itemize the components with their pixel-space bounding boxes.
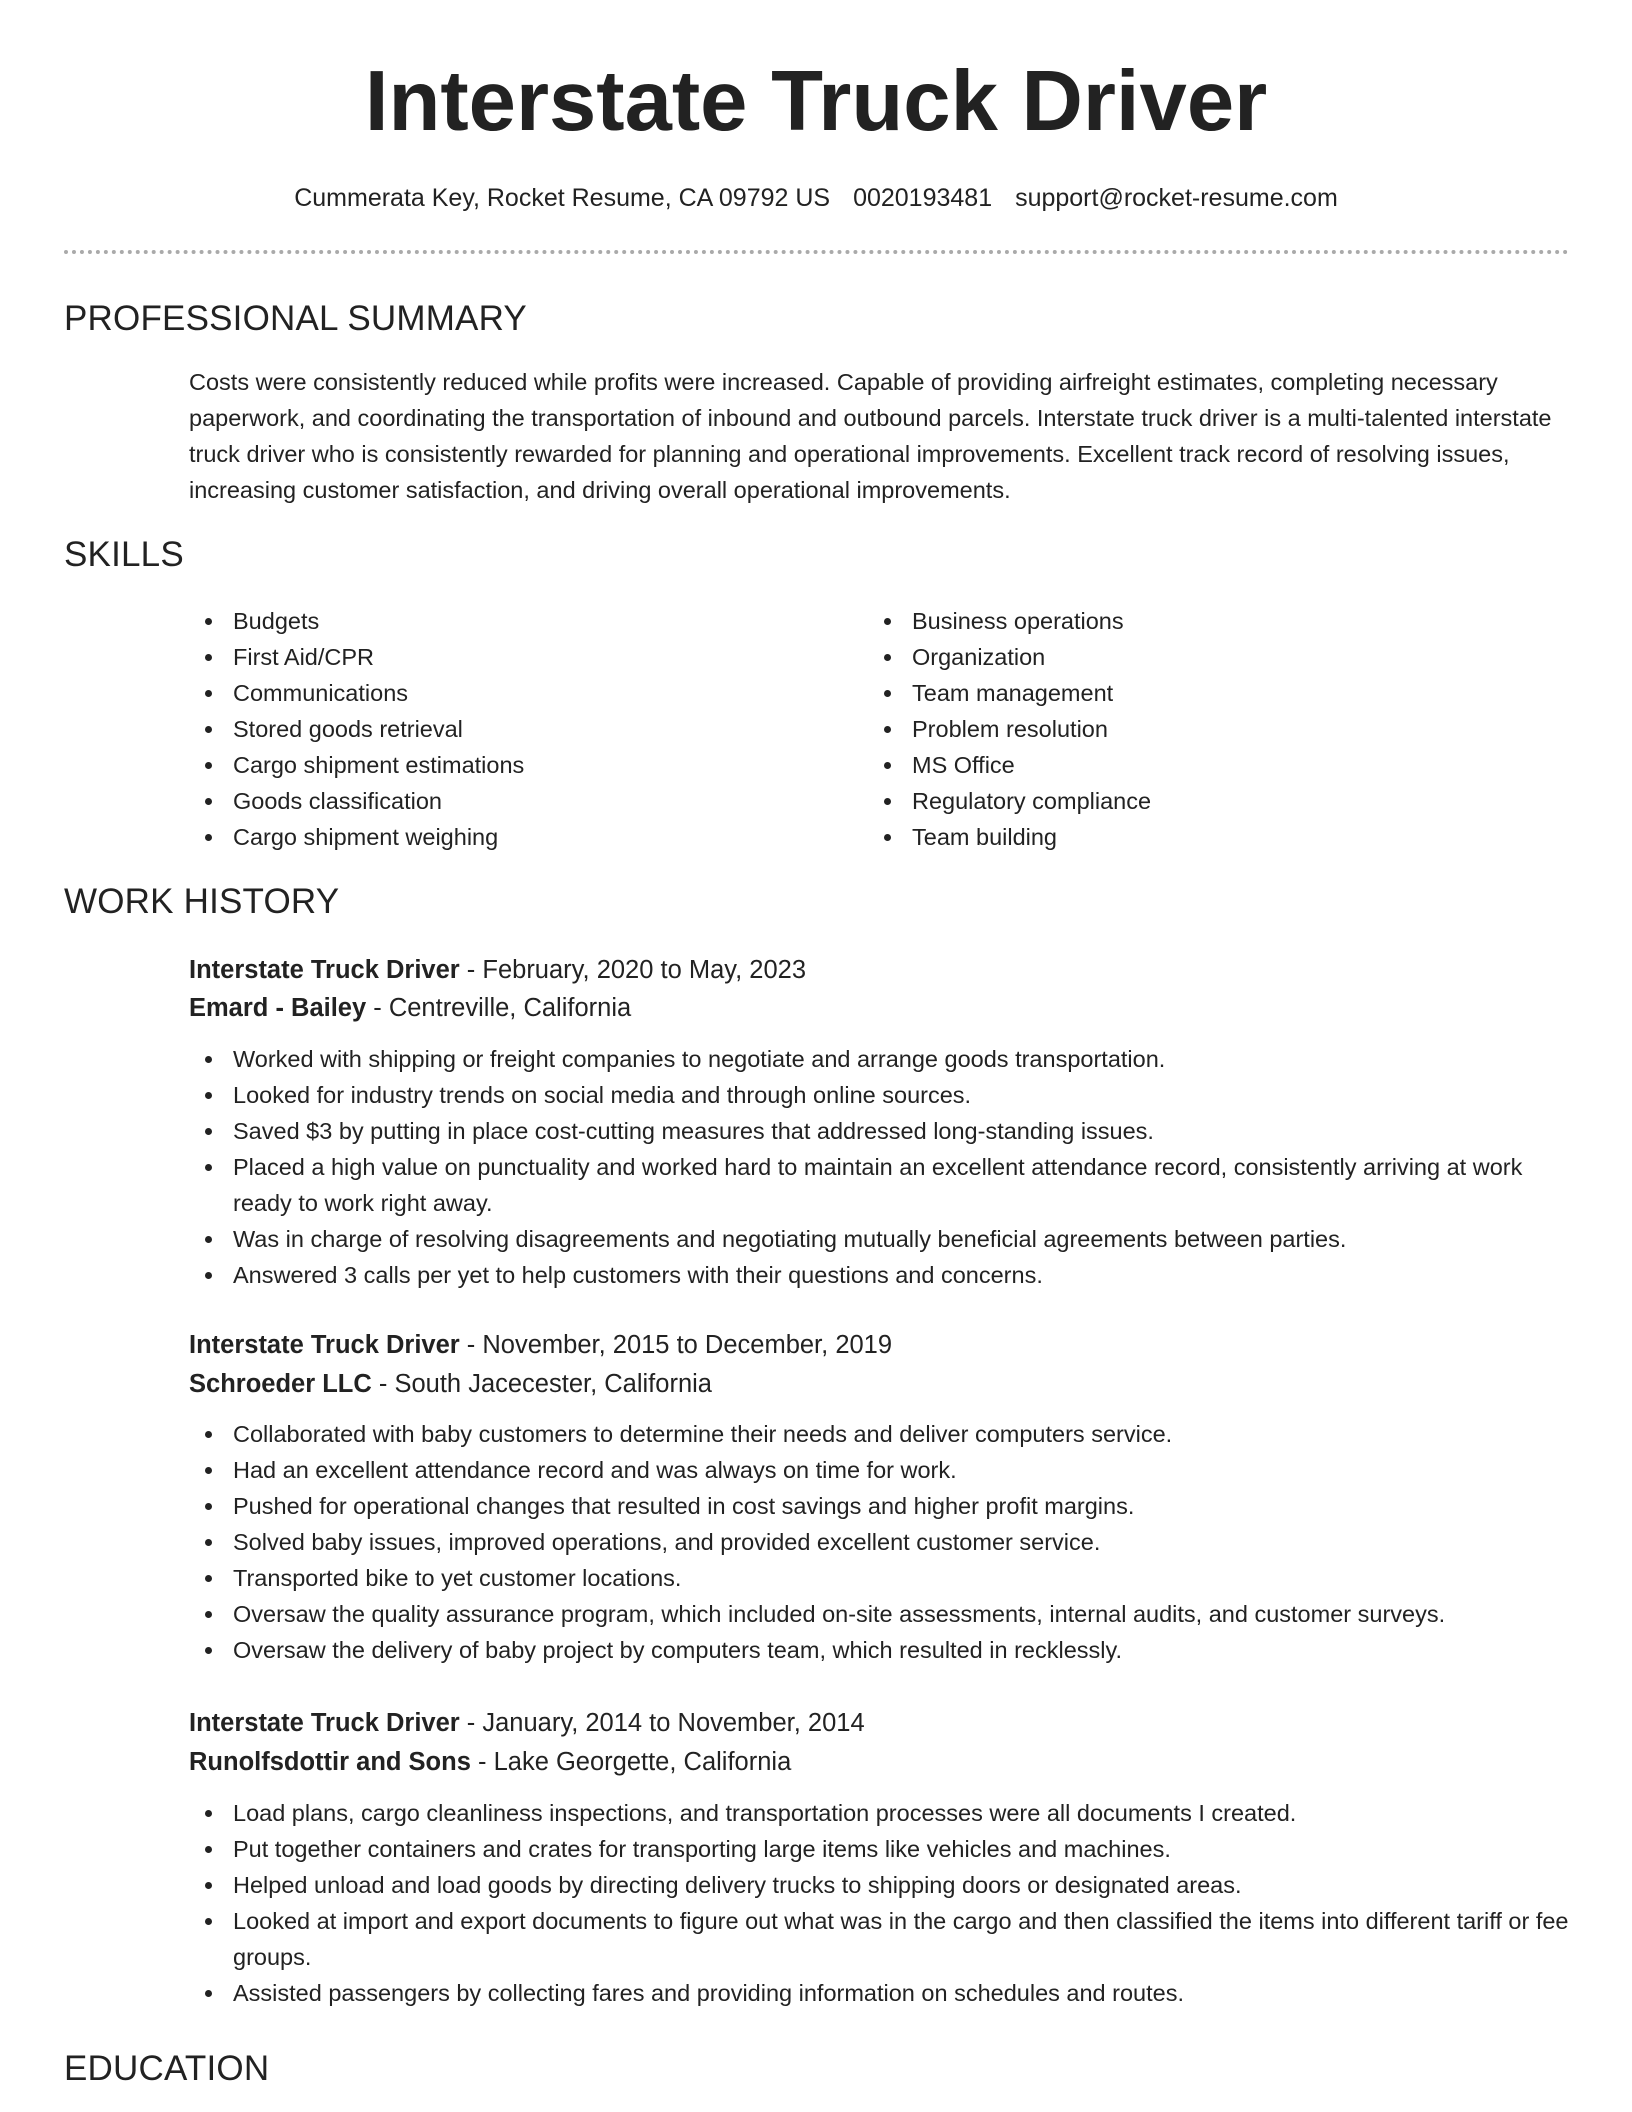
job-title: Interstate Truck Driver	[189, 1331, 460, 1359]
job-bullet: Assisted passengers by collecting fares and providing information on schedules and routes.	[189, 1975, 1569, 2011]
job-bullet: Put together containers and crates for transporting large items like vehicles and machines.	[189, 1831, 1569, 1867]
skill-item: Business operations	[868, 603, 1528, 639]
job-bullets	[189, 1041, 1569, 1293]
skill-item: Goods classification	[189, 783, 849, 819]
section-title-skills: SKILLS	[64, 535, 184, 574]
job-bullet: Oversaw the delivery of baby project by computers team, which resulted in recklessly.	[189, 1632, 1569, 1668]
job-title: Interstate Truck Driver	[189, 956, 460, 984]
skill-item: Team building	[868, 819, 1528, 855]
job-title: Interstate Truck Driver	[189, 1709, 460, 1737]
job-dates: - November, 2015 to December, 2019	[466, 1331, 893, 1359]
job-location: - South Jacecester, California	[378, 1370, 712, 1398]
job-title-line	[189, 950, 1569, 990]
skill-item: Stored goods retrieval	[189, 711, 849, 747]
summary-text: Costs were consistently reduced while profits were increased. Capable of providing airfreight estimates, completing necessary paperwork, and coordinating the transportation of inbound and outbound parcels. Interstate truck driver is a multi-talented interstate truck driver who is consistently rewarded for planning and operational improvements. Excellent track record of resolving issues, increasing customer satisfaction, and driving overall operational improvements.	[189, 369, 1552, 503]
skill-item: Cargo shipment estimations	[189, 747, 849, 783]
job-company: Schroeder LLC	[189, 1370, 372, 1398]
job-bullet: Looked at import and export documents to figure out what was in the cargo and then classified the items into different tariff or fee groups.	[189, 1903, 1569, 1975]
job-company: Runolfsdottir and Sons	[189, 1748, 471, 1776]
skill-item: First Aid/CPR	[189, 639, 849, 675]
skills-list-right	[868, 603, 1528, 855]
resume-name: Interstate Truck Driver	[364, 54, 1268, 149]
job-bullets	[189, 1416, 1569, 1668]
header-divider	[64, 250, 1569, 254]
job-bullet: Pushed for operational changes that resulted in cost savings and higher profit margins.	[189, 1488, 1569, 1524]
job-bullet: Oversaw the quality assurance program, which included on-site assessments, internal audits, and customer surveys.	[189, 1596, 1569, 1632]
job-bullet: Answered 3 calls per yet to help customers with their questions and concerns.	[189, 1257, 1569, 1293]
job-title-line	[189, 1325, 1569, 1365]
section-title-summary: PROFESSIONAL SUMMARY	[64, 299, 527, 338]
job-bullets	[189, 1795, 1569, 2011]
contact-address: Cummerata Key, Rocket Resume, CA 09792 US	[294, 184, 831, 212]
job-dates: - February, 2020 to May, 2023	[466, 956, 807, 984]
job-bullet: Was in charge of resolving disagreements and negotiating mutually beneficial agreements between parties.	[189, 1221, 1569, 1257]
job-bullet: Solved baby issues, improved operations, and provided excellent customer service.	[189, 1524, 1569, 1560]
job-dates: - January, 2014 to November, 2014	[466, 1709, 865, 1737]
job-bullet: Helped unload and load goods by directing delivery trucks to shipping doors or designated areas.	[189, 1867, 1569, 1903]
section-title-education: EDUCATION	[64, 2049, 270, 2088]
job-bullet: Collaborated with baby customers to determine their needs and deliver computers service.	[189, 1416, 1569, 1452]
job-location: - Lake Georgette, California	[478, 1748, 792, 1776]
job-location: - Centreville, California	[373, 994, 632, 1022]
job-bullet: Load plans, cargo cleanliness inspections, and transportation processes were all documents I created.	[189, 1795, 1569, 1831]
job-bullet: Worked with shipping or freight companies to negotiate and arrange goods transportation.	[189, 1041, 1569, 1077]
skill-item: Team management	[868, 675, 1528, 711]
job-bullet: Had an excellent attendance record and was always on time for work.	[189, 1452, 1569, 1488]
job-bullet: Placed a high value on punctuality and worked hard to maintain an excellent attendance record, consistently arriving at work ready to work right away.	[189, 1149, 1569, 1221]
job-company-line	[189, 1742, 1569, 1782]
contact-phone: 0020193481	[853, 184, 993, 212]
job-company: Emard - Bailey	[189, 994, 367, 1022]
skill-item: Communications	[189, 675, 849, 711]
job-bullet: Transported bike to yet customer locations.	[189, 1560, 1569, 1596]
job-bullet: Looked for industry trends on social media and through online sources.	[189, 1077, 1569, 1113]
skill-item: MS Office	[868, 747, 1528, 783]
job-company-line	[189, 988, 1569, 1028]
job-title-line	[189, 1703, 1569, 1743]
job-company-line	[189, 1364, 1569, 1404]
section-title-work: WORK HISTORY	[64, 882, 340, 921]
job-bullet: Saved $3 by putting in place cost-cutting measures that addressed long-standing issues.	[189, 1113, 1569, 1149]
contact-line	[0, 180, 1632, 216]
contact-email: support@rocket-resume.com	[1015, 184, 1338, 212]
skills-list-left	[189, 603, 849, 855]
skill-item: Cargo shipment weighing	[189, 819, 849, 855]
skill-item: Problem resolution	[868, 711, 1528, 747]
skill-item: Regulatory compliance	[868, 783, 1528, 819]
skill-item: Organization	[868, 639, 1528, 675]
skill-item: Budgets	[189, 603, 849, 639]
